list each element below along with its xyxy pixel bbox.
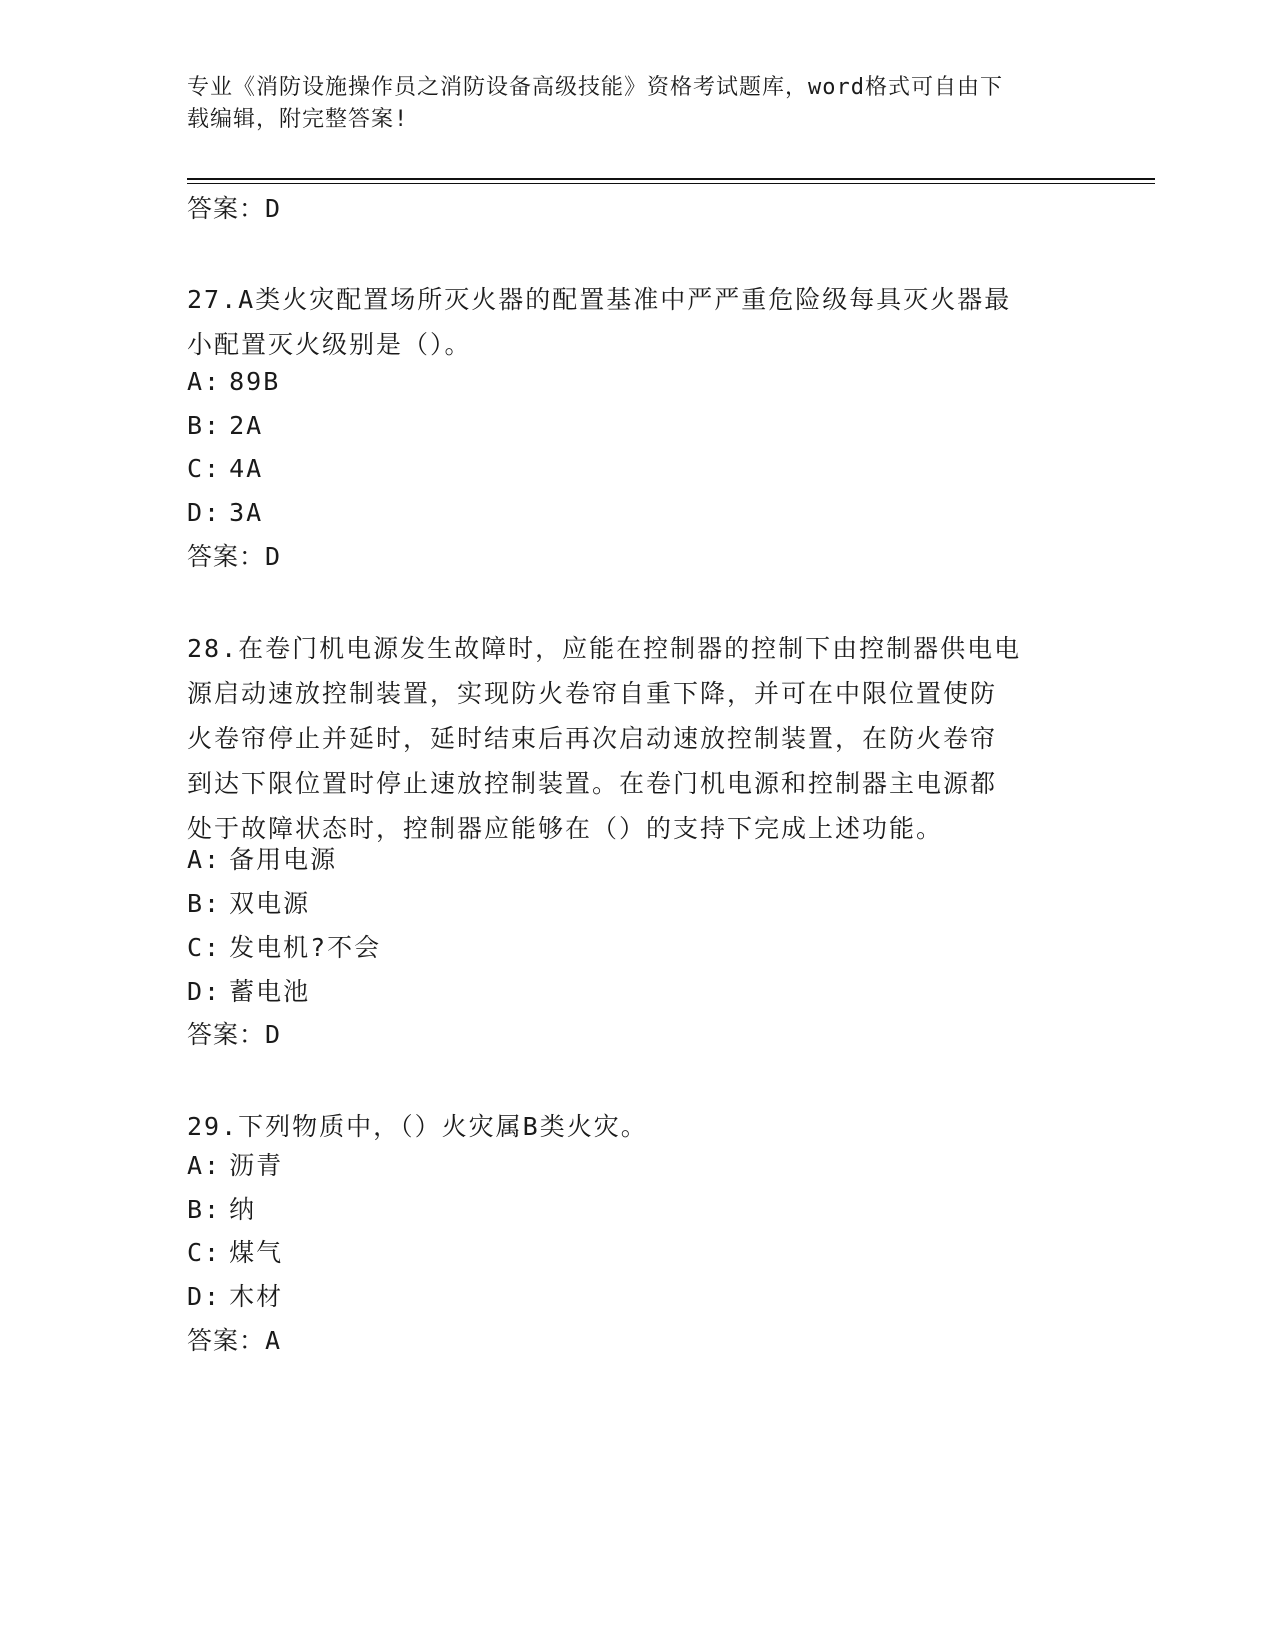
- question-28-option-c: [187, 932, 381, 964]
- document-header: [187, 72, 1067, 136]
- option-key: C:: [187, 1238, 222, 1267]
- question-29-option-c: [187, 1237, 283, 1269]
- option-key: D:: [187, 498, 222, 527]
- question-line: 源启动速放控制装置，实现防火卷帘自重下降，并可在中限位置使防: [187, 679, 998, 708]
- question-line: 小配置灭火级别是（）。: [187, 330, 472, 359]
- header-line-1: 专业《消防设施操作员之消防设备高级技能》资格考试题库，word格式可自由下: [187, 75, 1003, 100]
- option-text: 蓄电池: [229, 977, 311, 1006]
- question-29-option-d: [187, 1281, 283, 1313]
- question-29-option-a: [187, 1150, 283, 1182]
- header-line-2: 载编辑，附完整答案!: [187, 107, 409, 132]
- question-28-text: [187, 626, 1087, 851]
- question-line: 处于故障状态时，控制器应能够在（）的支持下完成上述功能。: [187, 814, 944, 843]
- option-key: B:: [187, 889, 222, 918]
- header-rule-thick: [187, 178, 1155, 180]
- option-text: 3A: [229, 498, 264, 527]
- question-27-option-c: [187, 453, 263, 485]
- question-line: 28.在卷门机电源发生故障时，应能在控制器的控制下由控制器供电电: [187, 634, 1022, 663]
- option-text: 煤气: [229, 1238, 284, 1267]
- previous-answer: 答案：D: [187, 194, 282, 223]
- question-28-option-a: [187, 844, 337, 876]
- question-28-option-d: [187, 976, 310, 1008]
- option-key: B:: [187, 411, 222, 440]
- option-key: D:: [187, 1282, 222, 1311]
- header-rule-thin: [187, 183, 1155, 184]
- question-28-option-b: [187, 888, 310, 920]
- question-29-answer: 答案：A: [187, 1326, 282, 1355]
- option-text: 双电源: [229, 889, 311, 918]
- option-text: 木材: [229, 1282, 284, 1311]
- option-key: B:: [187, 1195, 222, 1224]
- option-text: 发电机?不会: [229, 933, 382, 962]
- option-text: 沥青: [229, 1151, 284, 1180]
- question-29-option-b: [187, 1194, 256, 1226]
- question-29-text: [187, 1104, 1087, 1149]
- question-28-answer: 答案：D: [187, 1020, 282, 1049]
- question-27-option-a: [187, 366, 280, 398]
- question-line: 到达下限位置时停止速放控制装置。在卷门机电源和控制器主电源都: [187, 769, 998, 798]
- question-27-text: [187, 277, 1087, 367]
- question-27-answer: 答案：D: [187, 542, 282, 571]
- option-text: 2A: [229, 411, 264, 440]
- option-text: 备用电源: [229, 845, 338, 874]
- option-key: A:: [187, 367, 222, 396]
- question-27-option-b: [187, 410, 263, 442]
- option-text: 4A: [229, 454, 264, 483]
- option-key: A:: [187, 845, 222, 874]
- option-text: 纳: [229, 1195, 257, 1224]
- option-key: D:: [187, 977, 222, 1006]
- option-key: A:: [187, 1151, 222, 1180]
- option-key: C:: [187, 454, 222, 483]
- question-line: 27.A类火灾配置场所灭火器的配置基准中严严重危险级每具灭火器最: [187, 285, 1012, 314]
- question-line: 火卷帘停止并延时，延时结束后再次启动速放控制装置，在防火卷帘: [187, 724, 998, 753]
- question-27-option-d: [187, 497, 263, 529]
- option-key: C:: [187, 933, 222, 962]
- option-text: 89B: [229, 367, 281, 396]
- question-line: 29.下列物质中，（）火灾属B类火灾。: [187, 1112, 648, 1141]
